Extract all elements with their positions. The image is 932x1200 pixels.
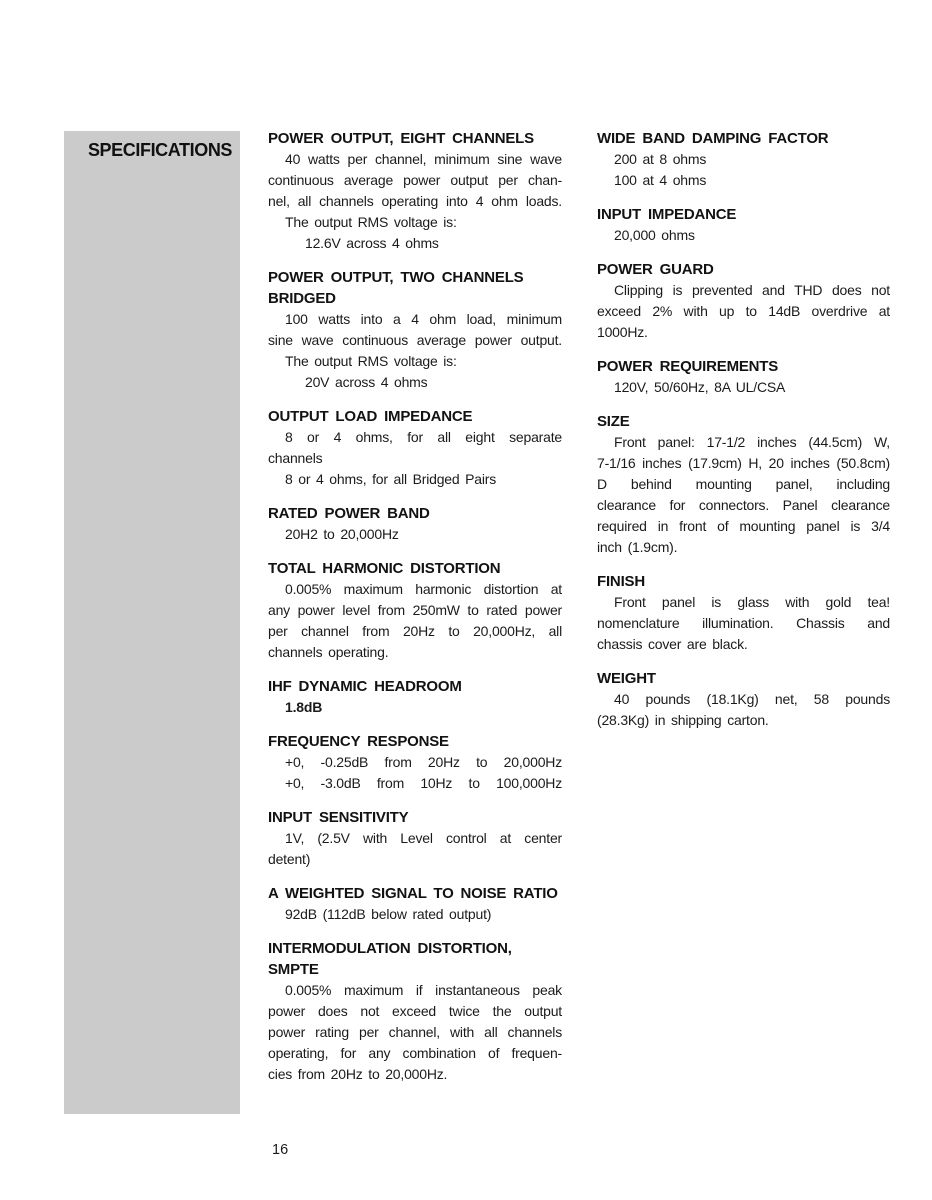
specifications-label: SPECIFICATIONS (87, 140, 233, 160)
section-heading: WEIGHT (597, 670, 656, 687)
section-heading: FINISH (597, 573, 645, 590)
spec-line: inch (1.9cm). (597, 539, 678, 555)
section-heading: SIZE (597, 413, 630, 430)
section-heading: BRIDGED (268, 290, 336, 307)
section-heading: POWER GUARD (597, 261, 714, 278)
spec-section (597, 571, 890, 655)
spec-line: 1V, (2.5V with Level control at center (285, 830, 562, 846)
spec-section (268, 883, 562, 925)
section-heading: IHF DYNAMIC HEADROOM (268, 678, 462, 695)
spec-section (597, 259, 890, 343)
spec-line: 92dB (112dB below rated output) (285, 906, 492, 922)
spec-line: power rating per channel, with all channels (268, 1024, 562, 1040)
section-heading: POWER OUTPUT, EIGHT CHANNELS (268, 130, 534, 147)
section-heading: OUTPUT LOAD IMPEDANCE (268, 408, 473, 425)
spec-section (597, 204, 890, 246)
spec-line: power does not exceed twice the output (268, 1003, 562, 1019)
spec-line: 20H2 to 20,000Hz (285, 526, 399, 542)
spec-line: clearance for connectors. Panel clearance (597, 497, 890, 513)
spec-line: per channel from 20Hz to 20,000Hz, all (268, 623, 562, 639)
section-heading: SMPTE (268, 961, 319, 978)
spec-line: any power level from 250mW to rated power (268, 602, 562, 618)
spec-line: 20,000 ohms (614, 227, 695, 243)
section-heading: INPUT SENSITIVITY (268, 809, 409, 826)
spec-line: channels operating. (268, 644, 389, 660)
spec-line: 7-1/16 inches (17.9cm) H, 20 inches (50.8cm) (597, 455, 890, 471)
section-heading: POWER OUTPUT, TWO CHANNELS (268, 269, 524, 286)
spec-column-left (268, 128, 562, 1085)
spec-line: operating, for any combination of frequen- (268, 1045, 562, 1061)
spec-line: 8 or 4 ohms, for all Bridged Pairs (285, 471, 497, 487)
spec-line: 8 or 4 ohms, for all eight separate (285, 429, 562, 445)
section-heading: INPUT IMPEDANCE (597, 206, 737, 223)
spec-line: D behind mounting panel, including (597, 476, 890, 492)
spec-line: 0.005% maximum harmonic distortion at (285, 581, 562, 597)
spec-line: chassis cover are black. (597, 636, 748, 652)
spec-section (268, 558, 562, 663)
spec-line: channels (268, 450, 323, 466)
spec-section (268, 938, 562, 1085)
spec-line: exceed 2% with up to 14dB overdrive at (597, 303, 890, 319)
spec-section (597, 668, 890, 731)
spec-line: continuous average power output per chan- (268, 172, 562, 188)
spec-line: 1.8dB (285, 699, 323, 715)
section-heading: RATED POWER BAND (268, 505, 430, 522)
section-heading: A WEIGHTED SIGNAL TO NOISE RATIO (268, 885, 558, 902)
spec-section (268, 503, 562, 545)
spec-line: 40 pounds (18.1Kg) net, 58 pounds (614, 691, 890, 707)
spec-line: 100 watts into a 4 ohm load, minimum (285, 311, 562, 327)
spec-line: 0.005% maximum if instantaneous peak (285, 982, 562, 998)
spec-line: +0, -0.25dB from 20Hz to 20,000Hz (285, 754, 562, 770)
section-heading: FREQUENCY RESPONSE (268, 733, 449, 750)
spec-line: cies from 20Hz to 20,000Hz. (268, 1066, 448, 1082)
section-heading: TOTAL HARMONIC DISTORTION (268, 560, 501, 577)
spec-line: 100 at 4 ohms (614, 172, 707, 188)
spec-section (597, 356, 890, 398)
spec-line: detent) (268, 851, 311, 867)
spec-section (268, 731, 562, 794)
section-heading: POWER REQUIREMENTS (597, 358, 779, 375)
spec-line: sine wave continuous average power output. (268, 332, 562, 348)
spec-line: Clipping is prevented and THD does not (614, 282, 890, 298)
spec-line: The output RMS voltage is: (285, 353, 457, 369)
spec-line: required in front of mounting panel is 3/4 (597, 518, 890, 534)
spec-line: Front panel: 17-1/2 inches (44.5cm) W, (614, 434, 890, 450)
spec-line: (28.3Kg) in shipping carton. (597, 712, 769, 728)
spec-section (268, 128, 562, 254)
section-heading: INTERMODULATION DISTORTION, (268, 940, 512, 957)
spec-line: +0, -3.0dB from 10Hz to 100,000Hz (285, 775, 562, 791)
spec-line: 1000Hz. (597, 324, 648, 340)
spec-section (597, 411, 890, 558)
spec-line: 20V across 4 ohms (305, 374, 428, 390)
spec-section (268, 676, 562, 718)
specifications-sidebar-box (64, 131, 240, 1114)
spec-line: nel, all channels operating into 4 ohm loads. (268, 193, 562, 209)
page-number: 16 (272, 1142, 289, 1158)
spec-line: 12.6V across 4 ohms (305, 235, 439, 251)
spec-section (268, 807, 562, 870)
spec-line: nomenclature illumination. Chassis and (597, 615, 890, 631)
spec-line: Front panel is glass with gold tea! (614, 594, 890, 610)
spec-line: 200 at 8 ohms (614, 151, 707, 167)
spec-section (268, 267, 562, 393)
spec-section (597, 128, 890, 191)
spec-column-right (597, 128, 890, 731)
section-heading: WIDE BAND DAMPING FACTOR (597, 130, 829, 147)
spec-line: 120V, 50/60Hz, 8A UL/CSA (614, 379, 786, 395)
spec-line: The output RMS voltage is: (285, 214, 457, 230)
spec-line: 40 watts per channel, minimum sine wave (285, 151, 562, 167)
spec-section (268, 406, 562, 490)
